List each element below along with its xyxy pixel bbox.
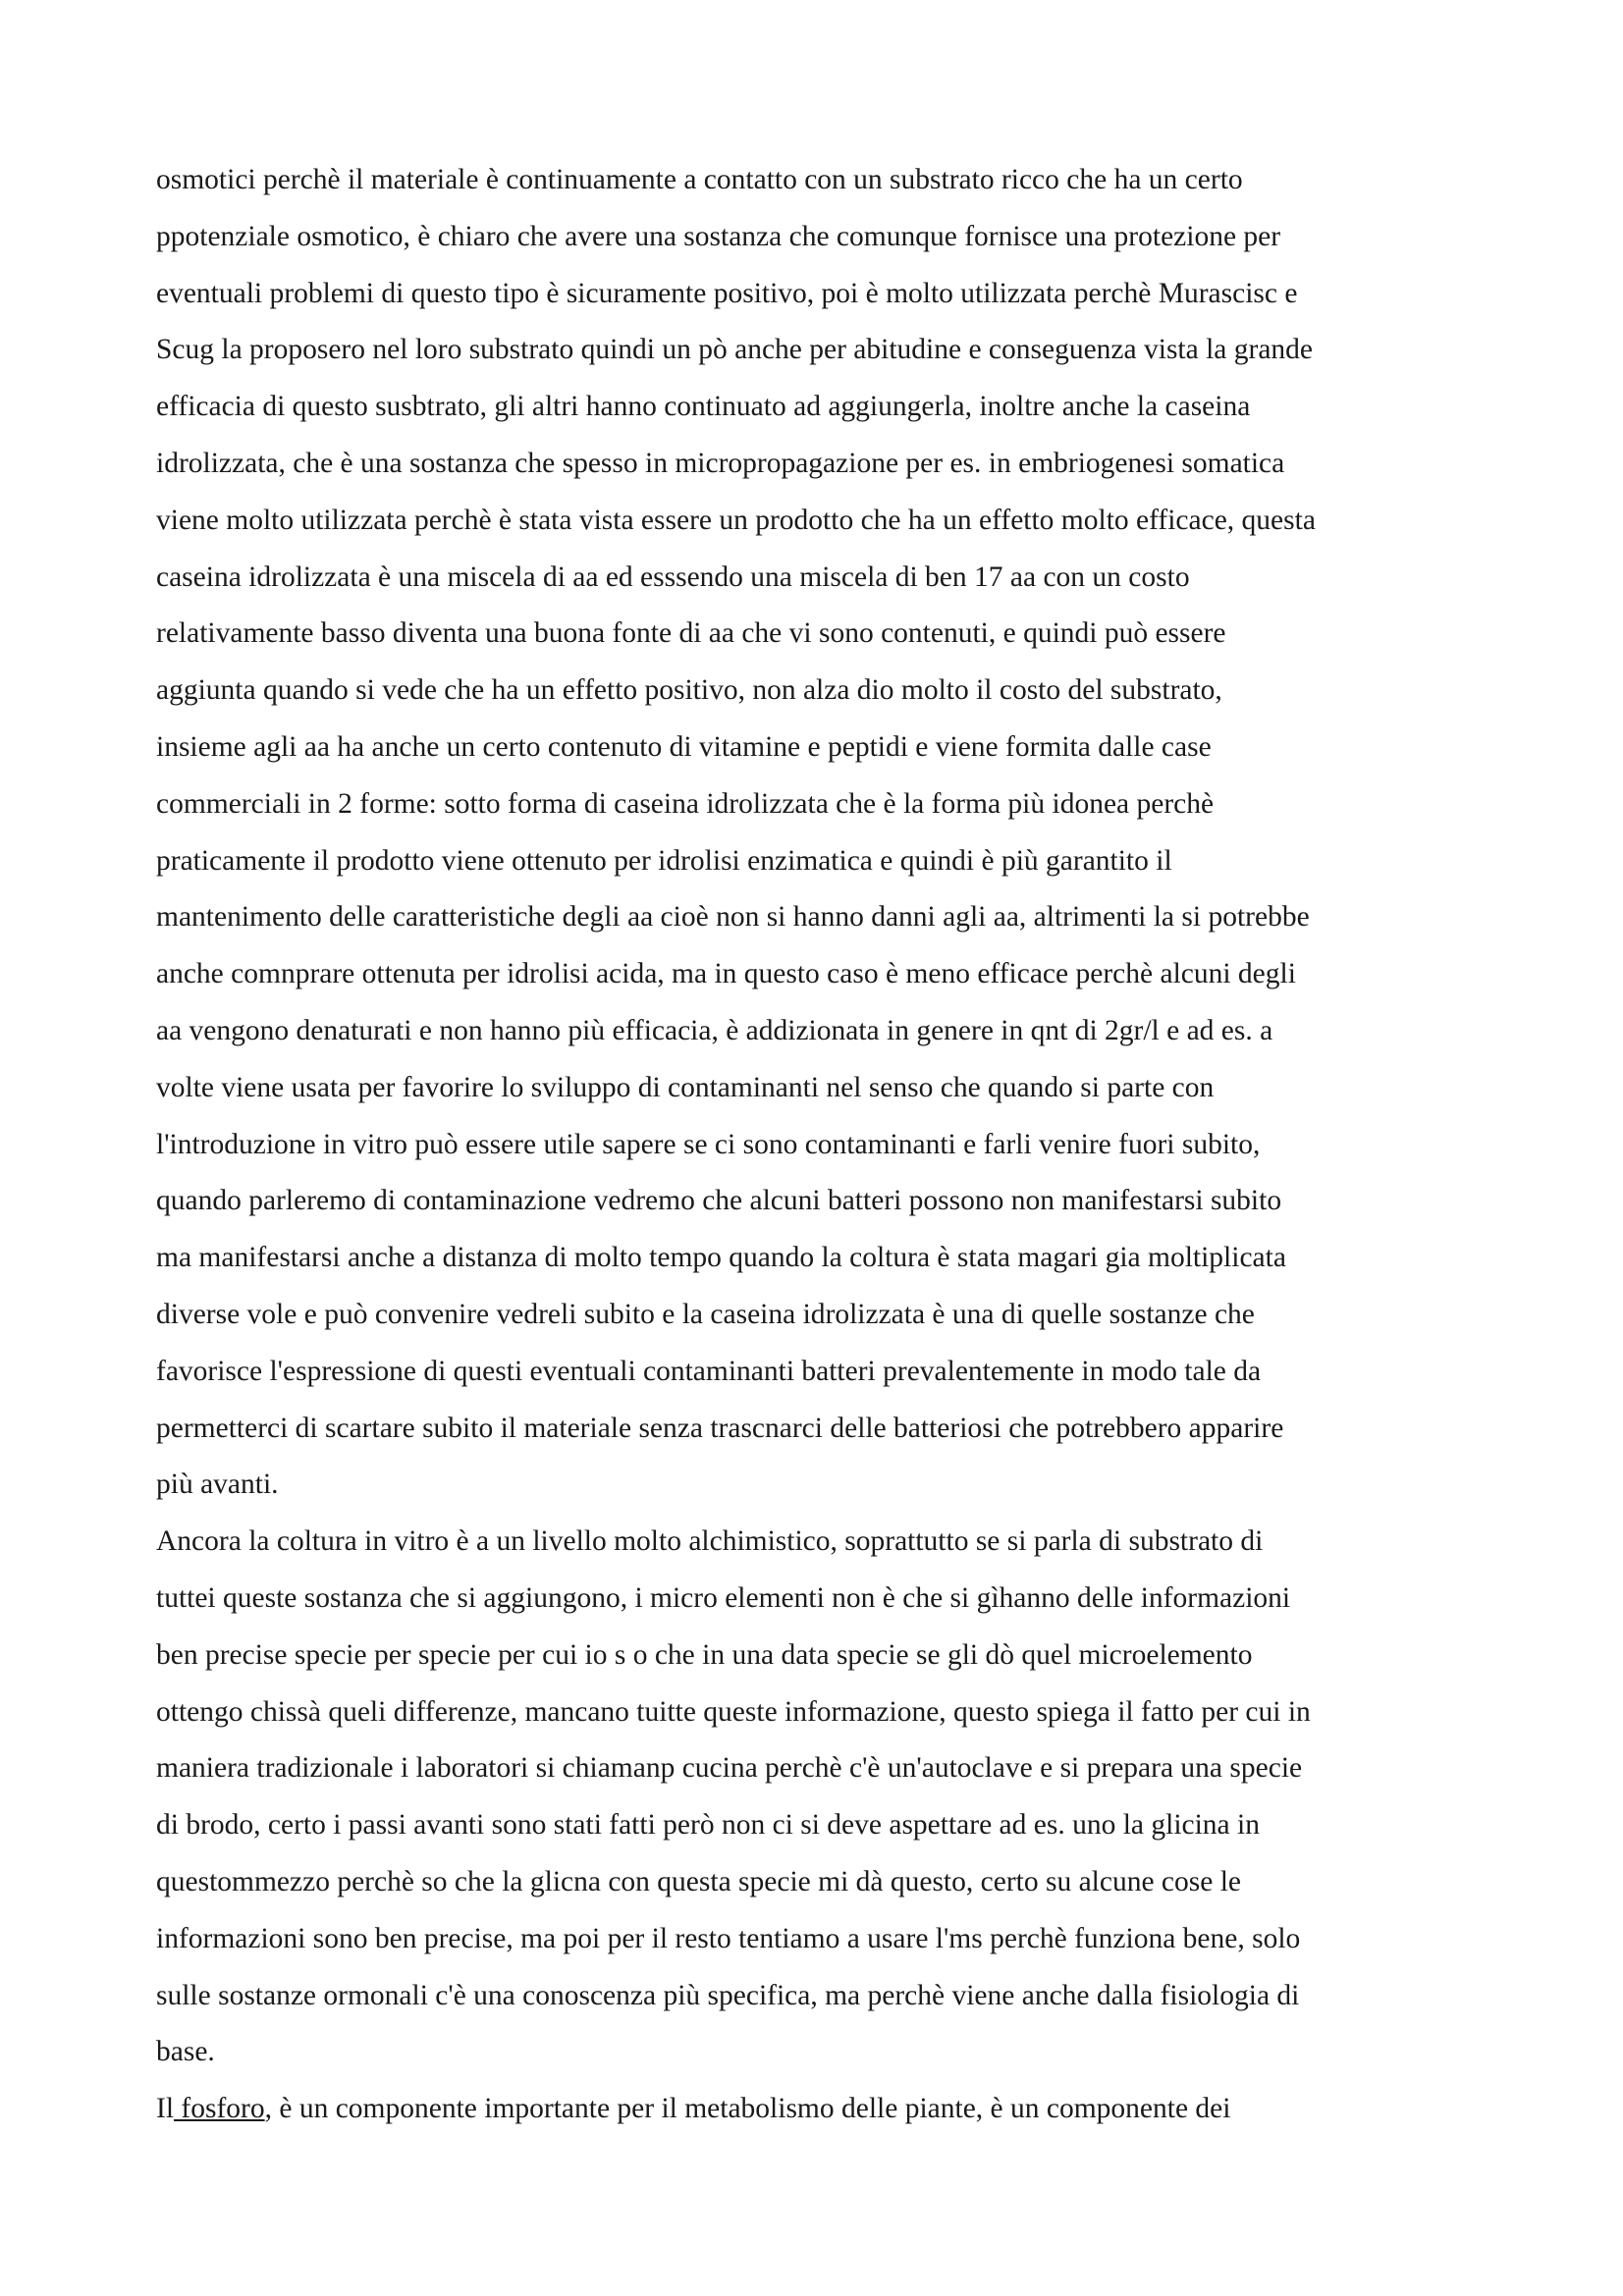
text-line: l'introduzione in vitro può essere utile sapere se ci sono contaminanti e farli venire fuori subito, xyxy=(156,1128,1261,1160)
text-line: favorisce l'espressione di questi eventuali contaminanti batteri prevalentemente in modo tale da xyxy=(156,1355,1262,1387)
text-line: di brodo, certo i passi avanti sono stati fatti però non ci si deve aspettare ad es. uno la glicina in xyxy=(156,1809,1260,1842)
text-line: ben precise specie per specie per cui io s o che in una data specie se gli dò quel microelemento xyxy=(156,1638,1253,1671)
text-line: eventuali problemi di questo tipo è sicuramente positivo, poi è molto utilizzata perchè Murascisc e xyxy=(156,277,1298,309)
text-line: permetterci di scartare subito il materiale senza trascnarci delle batteriosi che potrebbero apparire xyxy=(156,1412,1284,1444)
text-line: osmotici perchè il materiale è continuamente a contatto con un substrato ricco che ha un certo xyxy=(156,164,1243,195)
text-line xyxy=(156,2081,1491,2138)
text-line: ppotenziale osmotico, è chiaro che avere una sostanza che comunque fornisce una protezione per xyxy=(156,220,1281,252)
text-line: diverse vole e può convenire vedreli subito e la caseina idrolizzata è una di quelle sostanze che xyxy=(156,1298,1255,1330)
paragraph-phosphorus xyxy=(156,2081,1491,2138)
text-line: maniera tradizionale i laboratori si chiamanp cucina perchè c'è un'autoclave e si prepara una specie xyxy=(156,1752,1303,1785)
text-line: ottengo chissà queli differenze, mancano tuitte queste informazione, questo spiega il fatto per cui in xyxy=(156,1695,1311,1728)
text-line: caseina idrolizzata è una miscela di aa ed esssendo una miscela di ben 17 aa con un costo xyxy=(156,561,1190,593)
text-line: più avanti. xyxy=(156,1468,279,1501)
text-line: Ancora la coltura in vitro è a un livello molto alchimistico, soprattutto se si parla di substrato di xyxy=(156,1525,1264,1558)
text-line: praticamente il prodotto viene ottenuto per idrolisi enzimatica e quindi è più garantito il xyxy=(156,844,1172,877)
text-line: commerciali in 2 forme: sotto forma di caseina idrolizzata che è la forma più idonea perchè xyxy=(156,787,1215,820)
text-line: aggiunta quando si vede che ha un effetto positivo, non alza dio molto il costo del substrato, xyxy=(156,674,1222,707)
text-line: volte viene usata per favorire lo sviluppo di contaminanti nel senso che quando si parte con xyxy=(156,1071,1215,1103)
text-line: informazioni sono ben precise, ma poi per il resto tentiamo a usare l'ms perchè funziona bene, solo xyxy=(156,1922,1301,1954)
text-line: sulle sostanze ormonali c'è una conoscenza più specifica, ma perchè viene anche dalla fisiologia di xyxy=(156,1979,1300,2011)
phosphorus-suffix: , è un componente importante per il metabolismo delle piante, è un componente dei xyxy=(264,2093,1231,2125)
text-line: ma manifestarsi anche a distanza di molto tempo quando la coltura è stata magari gia moltiplicata xyxy=(156,1242,1286,1274)
text-line: viene molto utilizzata perchè è stata vista essere un prodotto che ha un effetto molto efficace, questa xyxy=(156,504,1316,536)
text-line: base. xyxy=(156,2036,215,2068)
paragraph-osmotic-casein xyxy=(156,152,1491,1514)
paragraph-alchemistic-culture xyxy=(156,1514,1491,2081)
text-line: Scug la proposero nel loro substrato quindi un pò anche per abitudine e conseguenza vista la grande xyxy=(156,334,1314,366)
text-line: mantenimento delle caratteristiche degli aa cioè non si hanno danni agli aa, altrimenti la si potrebbe xyxy=(156,901,1310,934)
text-line: insieme agli aa ha anche un certo contenuto di vitamine e peptidi e viene formita dalle case xyxy=(156,730,1212,763)
text-line: questommezzo perchè so che la glicna con questa specie mi dà questo, certo su alcune cose le xyxy=(156,1865,1241,1897)
text-line: tuttei queste sostanza che si aggiungono, i micro elementi non è che si gìhanno delle informazioni xyxy=(156,1581,1291,1614)
text-line: efficacia di questo susbtrato, gli altri hanno continuato ad aggiungerla, inoltre anche la caseina xyxy=(156,391,1251,423)
text-line: anche comnprare ottenuta per idrolisi acida, ma in questo caso è meno efficace perchè alcuni degli xyxy=(156,958,1296,990)
text-line: aa vengono denaturati e non hanno più efficacia, è addizionata in genere in qnt di 2gr/l e ad es. a xyxy=(156,1014,1273,1046)
text-line: quando parleremo di contaminazione vedremo che alcuni batteri possono non manifestarsi subito xyxy=(156,1185,1282,1217)
phosphorus-link[interactable]: fosforo xyxy=(174,2093,265,2125)
phosphorus-prefix: Il xyxy=(156,2093,175,2125)
text-line: relativamente basso diventa una buona fonte di aa che vi sono contenuti, e quindi può essere xyxy=(156,617,1226,650)
document-body xyxy=(156,152,1491,2138)
text-line: idrolizzata, che è una sostanza che spesso in micropropagazione per es. in embriogenesi somatica xyxy=(156,447,1285,479)
